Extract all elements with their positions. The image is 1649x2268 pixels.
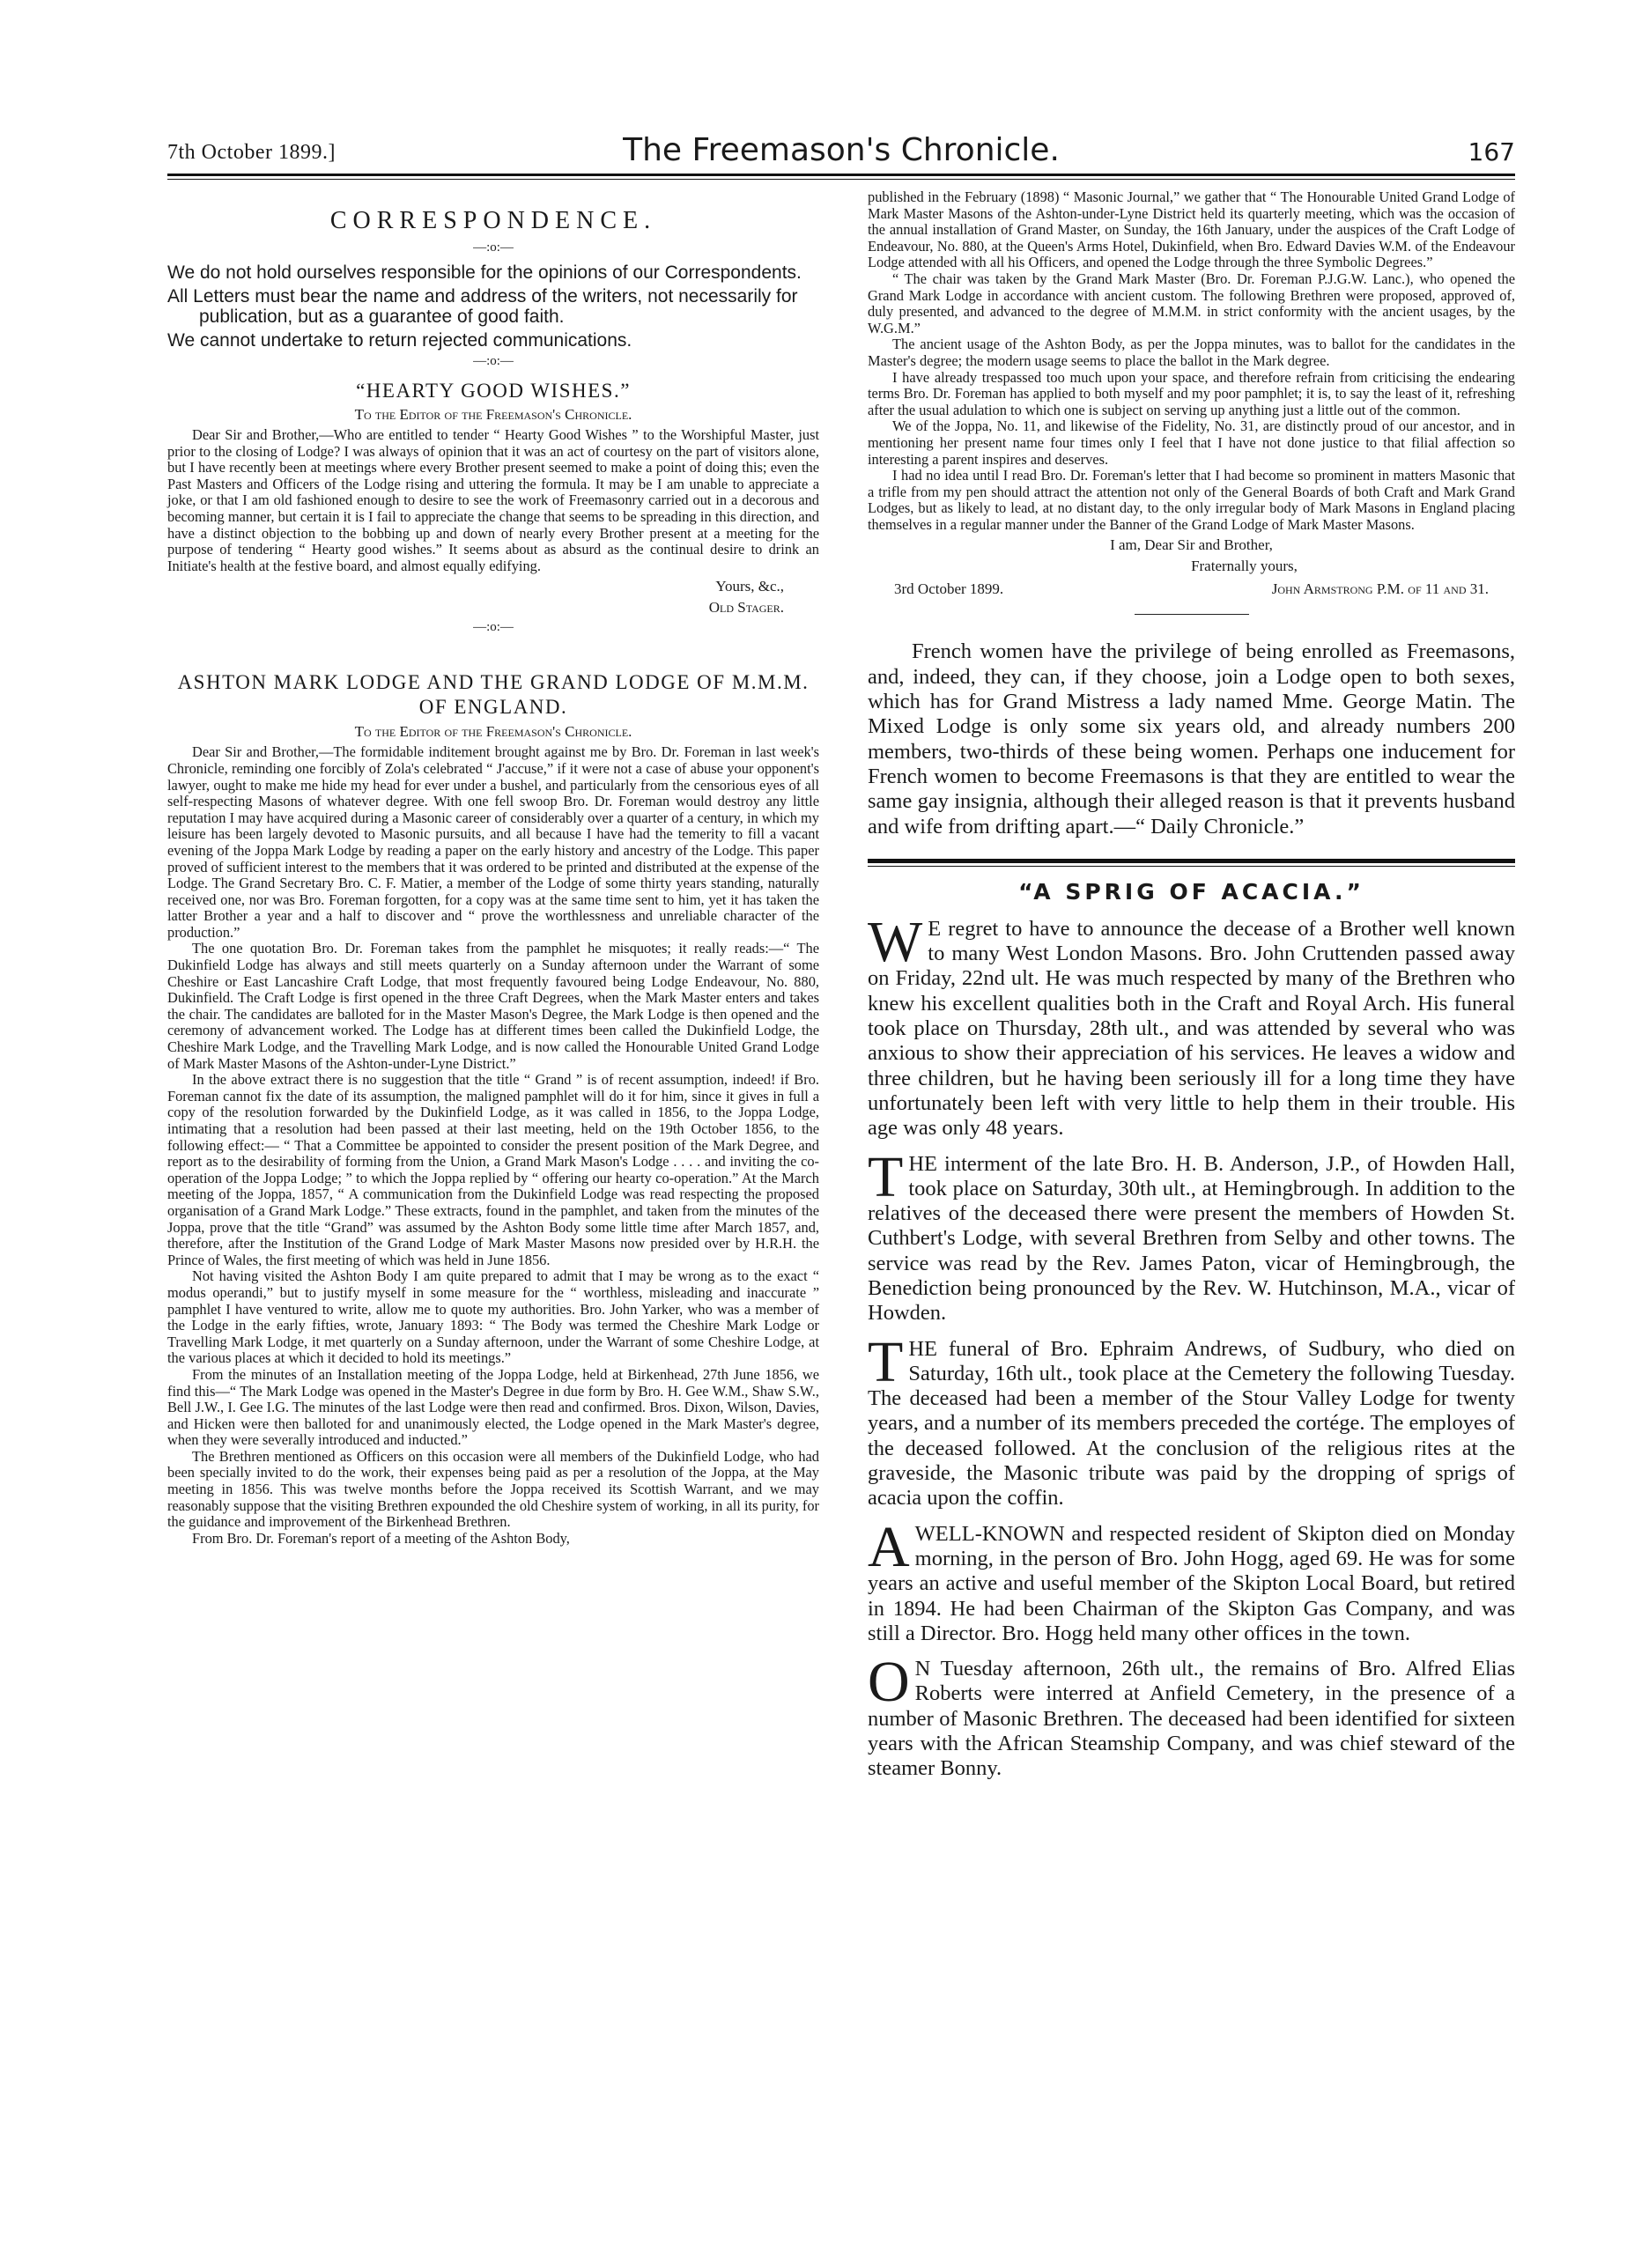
letter-paragraph: “ The chair was taken by the Grand Mark Master (Bro. Dr. Foreman P.J.G.W. Lanc.), who opened the Grand Mark Lodge in accordance with ancient custom. The following Brethren were proposed, approved of, duly presented, and advanced to the degree of M.M.M. in strict conformity with the ancient usages, by the W.G.M.” (868, 270, 1515, 336)
editorial-notice: All Letters must bear the name and address of the writers, not necessarily for publication, but as a guarantee of good faith. (167, 286, 798, 327)
letter-addressee: To the Editor of the Freemason's Chronicle. (354, 406, 632, 423)
obituary-paragraph (868, 1650, 1515, 1781)
page-number: 167 (1468, 137, 1515, 166)
masthead-rule (167, 174, 1515, 176)
obituary-text: HE funeral of Bro. Ephraim Andrews, of Sudbury, who died on Saturday, 16th ult., took place at the Cemetery the following Tuesday. The deceased had been a member of the Stour Valley Lodge for twenty years, and a number of its members preceded the cortége. The employes of the deceased followed. At the conclusion of the religious rites at the graveside, the Masonic tribute was paid by the dropping of sprigs of acacia upon the coffin. (868, 1336, 1515, 1511)
letter-paragraph: I had no idea until I read Bro. Dr. Foreman's letter that I had become so prominent in matters Masonic that a trifle from my pen should attract the attention not only of the General Boards of both Craft and Mark Grand Lodges, but as likely to lead, at no distant day, to the only irregular body of Mark Masons in England placing themselves in a regular manner under the Banner of the Grand Lodge of Mark Master Masons. (868, 467, 1515, 533)
section-divider: —:o:— (473, 354, 514, 368)
letter-paragraph: From the minutes of an Installation meeting of the Joppa Lodge, held at Birkenhead, 27th June 1856, we find this—“ The Mark Lodge was opened in the Master's Degree in due form by Bro. H. Gee W.M., Shaw S.W., Bell J.W., I. Gee I.G. The minutes of the last Lodge were then read and confirmed. Bros. Dixon, Wilson, Davies, and Hicken were then balloted for and unanimously elected, the Lodge opened in the Mark Master's degree, when they were severally introduced and inducted.” (167, 1365, 819, 1449)
section-divider: —:o:— (473, 620, 514, 635)
drop-cap: T (868, 1329, 904, 1394)
obituary-text: WELL-KNOWN and respected resident of Skipton died on Monday morning, in the person of Bro. John Hogg, aged 69. He was for some years an active and useful member of the Skipton Local Board, but retired in 1894. He had been Chairman of the Skipton Gas Company, and was still a Director. Bro. Hogg held many other offices in the town. (868, 1521, 1515, 1645)
section-rule-thin (868, 866, 1515, 867)
obituary-paragraph (868, 1514, 1515, 1646)
drop-cap: T (868, 1144, 904, 1209)
letter-paragraph: In the above extract there is no suggestion that the title “ Grand ” is of recent assumption, indeed! if Bro. Foreman cannot fix the date of its assumption, the maligned pamphlet will do it for him, since it gives in full a copy of the resolution forwarded by the Dukinfield Lodge, as it was called in 1856, to the Joppa Lodge, intimating that a resolution had been passed at their last meeting, held on the 19th October 1856, to the following effect:— “ That a Committee be appointed to consider the present position of the Mark Degree, and report as to the desirability of forming from the Union, a Grand Mark Mason's Lodge . . . . and inviting the co-operation of the Joppa Lodge; ” to which the Joppa replied by “ offering our hearty co-operation.” At the March meeting of the Joppa, 1857, “ A communication from the Dukinfield Lodge was read respecting the proposed organisation of a Grand Mark Lodge.” These extracts, found in the pamphlet, and taken from the minutes of the Joppa, prove that the title “Grand” was assumed by the Ashton Body some little time after March 1857, and, therefore, after the Institution of the Grand Lodge of Mark Master Masons now presided over by H.R.H. the Prince of Wales, the first meeting of which was held in June 1856. (167, 1071, 819, 1268)
letter-title: ASHTON MARK LODGE AND THE GRAND LODGE OF M.M.M. OF ENGLAND. (177, 671, 810, 719)
letter-paragraph: I have already trespassed too much upon your space, and therefore refrain from criticising the endearing terms Bro. Dr. Foreman has applied to both myself and my poor pamphlet; it is, to say the least of it, refreshing after the usual adulation to which one is subject on serving up anything just a little out of the common. (868, 368, 1515, 418)
letter-paragraph: Dear Sir and Brother,—The formidable inditement brought against me by Bro. Dr. Foreman in last week's Chronicle, reminding one forcibly of Zola's celebrated “ J'accuse,” if it were not a case of abuse your opponent's lawyer, ought to make me hide my head for ever under a bushel, and particularly from the censorious eyes of all self-respecting Masons of whatever degree. With one fell swoop Bro. Dr. Foreman would destroy any little reputation I may have acquired during a Masonic career of considerably over a quarter of a century, in which my leisure has been largely devoted to Masonic pursuits, and all because I have had the temerity to fill a vacant evening of the Joppa Mark Lodge by reading a paper on the early history and ancestry of the Lodge. This paper proved of sufficient interest to the members that it was ordered to be printed and distributed at the expense of the Lodge. The Grand Secretary Bro. C. F. Matier, a member of the Lodge of some thirty years standing, naturally received one, nor was Bro. Foreman forgotten, for a copy was at the same time sent to him, yet it has taken the latter Brother a year and a half to discover and “ prove the worthlessness and unreliable character of the production.” (167, 743, 819, 941)
letter-paragraph: published in the February (1898) “ Masonic Journal,” we gather that “ The Honourable United Grand Lodge of Mark Master Masons of the Ashton-under-Lyne District held its quarterly meeting, which was the occasion of the annual installation of Grand Master, on Sunday, the 16th January, under the auspices of the Craft Lodge of Endeavour, No. 880, at the Queen's Arms Hotel, Dukinfield, when Bro. Edward Davies W.M. of the Endeavour Lodge attended with all his Officers, and opened the Lodge through the three Symbolic Degrees.” (868, 188, 1515, 271)
obituary-text: HE interment of the late Bro. H. B. Anderson, J.P., of Howden Hall, took place on Saturday, 30th ult., at Hemingbrough. In addition to the relatives of the deceased there were present the members of Howden St. Cuthbert's Lodge, with several Brethren from Selby and other towns. The service was read by the Rev. James Paton, vicar of Hemingbrough, the Benediction being pronounced by the Rev. W. Hutchinson, M.A., vicar of Howden. (868, 1151, 1515, 1326)
drop-cap: O (868, 1650, 910, 1715)
masthead-rule-thin (167, 179, 1515, 180)
publication-title: The Freemason's Chronicle. (623, 132, 1060, 168)
section-rule (868, 859, 1515, 863)
right-column (868, 189, 1515, 1792)
letter-closing: Fraternally yours, (1191, 558, 1298, 575)
letter-paragraph: The one quotation Bro. Dr. Foreman takes from the pamphlet he misquotes; it really reads:—“ The Dukinfield Lodge has always and still meets quarterly on a Sunday afternoon under the Warrant of some Cheshire or East Lancashire Craft Lodge, that most frequently favoured being Lodge Endeavour, No. 880, Dukinfield. The Craft Lodge is first opened in the three Craft Degrees, when the Mark Master enters and takes the chair. The candidates are balloted for in the Master Mason's Degree, the Mark Lodge is then opened and the ceremony of advancement worked. The Lodge has at different times been called the Dukinfield Lodge, the Cheshire Mark Lodge, and the Travelling Mark Lodge, and is now called the Honourable United Grand Lodge of Mark Master Masons of the Ashton-under-Lyne District.” (167, 940, 819, 1072)
letter-closing: I am, Dear Sir and Brother, (1110, 536, 1273, 554)
editorial-notice: We do not hold ourselves responsible for the opinions of our Correspondents. (167, 262, 802, 283)
obituary-text: E regret to have to announce the decease of a Brother well known to many West London Masons. Bro. John Cruttenden passed away on Friday, 22nd ult. He was much respected by many of the Brethren who knew his excellent qualities both in the Craft and Royal Arch. His funeral took place on Thursday, 28th ult., and was attended by several who was anxious to show their appreciation of his services. He leaves a widow and three children, but he having been seriously ill for a long time they have unfortunately been left with very little to help them in their trouble. His age was only 48 years. (868, 916, 1515, 1141)
letter-body: Dear Sir and Brother,—Who are entitled to tender “ Hearty Good Wishes ” to the Worshipful Master, just prior to the closing of Lodge? I was always of opinion that it was an act of courtesy on the part of visitors alone, but I have recently been at meetings where every Brother present seemed to make a point of doing this; even the Past Masters and Officers of the Lodge rising and uttering the formula. It may be I am unable to appreciate a joke, or that I am old fashioned enough to desire to see the work of Freemasonry carried out in a decorous and becoming manner, but certain it is I fail to appreciate the change that seems to be spreading in this direction, and have a distinct objection to the bobbing up and down of nearly every Brother present at a meeting for the purpose of tendering “ Hearty good wishes.” It seems about as absurd as the continual desire to drink an Initiate's health at the festive board, and almost equally edifying. (167, 426, 819, 574)
obituary-paragraph (868, 1329, 1515, 1511)
letter-title: “HEARTY GOOD WISHES.” (356, 380, 631, 402)
left-column (167, 189, 819, 1547)
obituary-paragraph (868, 909, 1515, 1141)
letter-closing: Yours, &c., (715, 578, 784, 595)
drop-cap: W (868, 909, 923, 974)
letter-paragraph: The Brethren mentioned as Officers on this occasion were all members of the Dukinfield Lodge, who had been specially invited to do the work, their expenses being paid as per a resolution of the Joppa, at the May meeting in 1856. This was twelve months before the Joppa received its Scottish Warrant, and we may reasonably suppose that the visiting Brethren expounded the old Cheshire system of working, in all its purity, for the guidance and improvement of the Birkenhead Brethren. (167, 1447, 819, 1531)
letter-paragraph: Not having visited the Ashton Body I am quite prepared to admit that I may be wrong as to the exact “ modus operandi,” but to justify myself in some measure for the “ worthless, misleading and inaccurate ” pamphlet I have ventured to write, allow me to quote my authorities. Bro. John Yarker, who was a member of the Lodge in the early fifties, wrote, January 1893: “ The Body was termed the Cheshire Mark Lodge or Travelling Mark Lodge, it met quarterly on a Sunday afternoon, under the Warrant of some Cheshire Lodge, at the various places at which it decided to hold its meetings.” (167, 1267, 819, 1367)
correspondence-heading: CORRESPONDENCE. (329, 207, 657, 234)
short-rule (1135, 614, 1249, 615)
letter-paragraph: We of the Joppa, No. 11, and likewise of the Fidelity, No. 31, are distinctly proud of our ancestor, and in mentioning her present name four times only I feel that I have not done justice to that filial affection so interesting a parent inspires and deserves. (868, 417, 1515, 468)
section-divider: —:o:— (473, 240, 514, 255)
issue-date: 7th October 1899.] (167, 141, 336, 164)
masthead (167, 132, 1515, 171)
letter-dateline (894, 580, 1489, 598)
drop-cap: A (868, 1514, 910, 1579)
obituary-paragraph (868, 1144, 1515, 1326)
letter-signature: Old Stager. (708, 599, 784, 617)
obituary-text: N Tuesday afternoon, 26th ult., the remains of Bro. Alfred Elias Roberts were interred at Anfield Cemetery, in the presence of a number of Masonic Brethren. The deceased had been identified for sixteen years with the African Steamship Company, and was chief steward of the steamer Bonny. (868, 1657, 1515, 1781)
letter-paragraph: The ancient usage of the Ashton Body, as per the Joppa minutes, was to ballot for the candidates in the Master's degree; the modern usage seems to place the ballot in the Mark degree. (868, 336, 1515, 369)
sprig-of-acacia-heading: “A SPRIG OF ACACIA.” (1018, 878, 1364, 905)
french-women-paragraph: French women have the privilege of being enrolled as Freemasons, and, indeed, they can, if they choose, join a Lodge open to both sexes, which has for Grand Mistress a lady named Mme. George Matin. The Mixed Lodge is only some six years old, and already numbers 200 members, two-thirds of these being women. Perhaps one inducement for French women to become Freemasons is that they are entitled to wear the same gay insignia, although their alleged reason is that it prevents husband and wife from drifting apart.—“ Daily Chronicle.” (868, 639, 1515, 838)
letter-addressee: To the Editor of the Freemason's Chronicle. (354, 723, 632, 741)
editorial-notice: We cannot undertake to return rejected communications. (167, 330, 632, 351)
letter-paragraph: From Bro. Dr. Foreman's report of a meeting of the Ashton Body, (192, 1529, 570, 1547)
letter-date: 3rd October 1899. (894, 580, 1004, 598)
letter-signature: John Armstrong P.M. of 11 and 31. (1271, 580, 1489, 598)
